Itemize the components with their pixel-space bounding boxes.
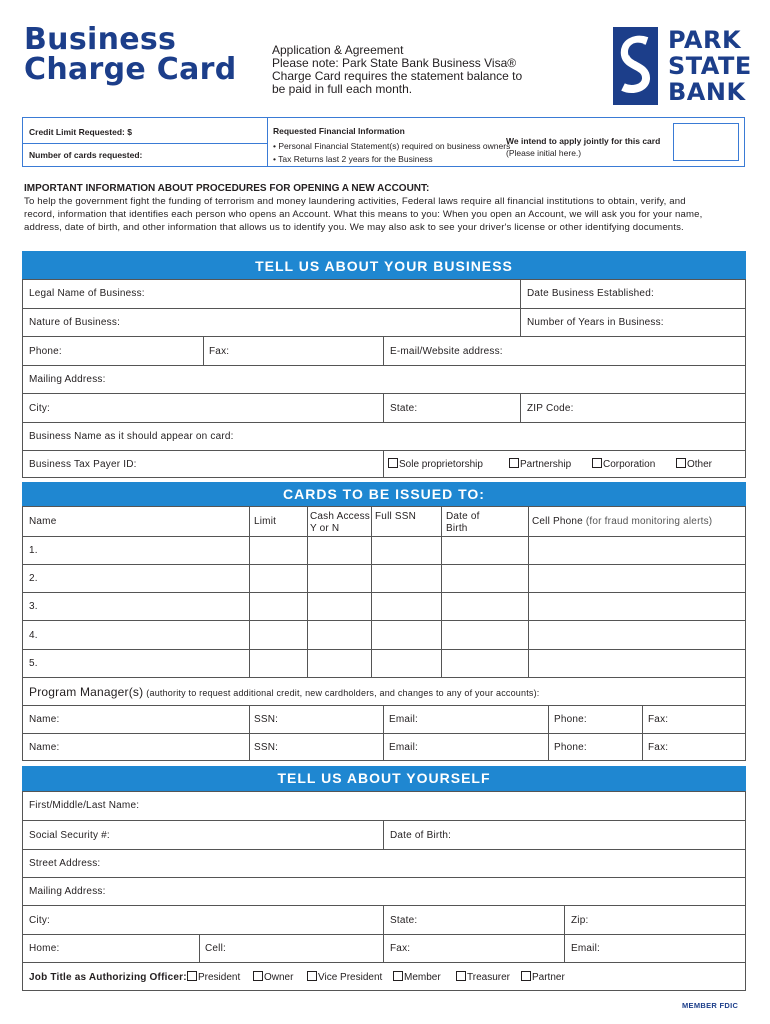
city-field[interactable]: City: — [29, 403, 50, 414]
job-title-label: Job Title as Authorizing Officer: — [29, 972, 187, 983]
pm1-email-field[interactable]: Email: — [389, 714, 418, 725]
checkbox[interactable] — [393, 971, 403, 981]
card-row[interactable] — [23, 564, 745, 592]
option-vice-president[interactable]: Vice President — [307, 971, 382, 983]
checkbox[interactable] — [592, 458, 602, 468]
logo-text-bank: BANK — [668, 78, 746, 106]
form-row — [23, 849, 745, 877]
divider — [564, 935, 565, 962]
option-other[interactable]: Other — [676, 458, 712, 470]
option-partner[interactable]: Partner — [521, 971, 565, 983]
divider — [564, 906, 565, 934]
checkbox[interactable] — [253, 971, 263, 981]
divider — [383, 821, 384, 849]
pm1-fax-field[interactable]: Fax: — [648, 714, 669, 725]
pm1-name-field[interactable]: Name: — [29, 714, 60, 725]
divider — [520, 309, 521, 336]
divider — [199, 935, 200, 962]
ssn-field[interactable]: Social Security #: — [29, 830, 110, 841]
notice-line: record, information that identifies each person who opens an Account. What this means to you: When you open an Account, we will ask you for your name, — [24, 209, 703, 220]
form-row — [23, 705, 745, 733]
pm2-ssn-field[interactable]: SSN: — [254, 742, 279, 753]
checkbox[interactable] — [187, 971, 197, 981]
num-cards-label: Number of cards requested: — [29, 150, 143, 160]
credit-limit-label: Credit Limit Requested: $ — [29, 127, 132, 137]
logo-text-state: STATE — [668, 52, 752, 80]
joint-apply-label: We intend to apply jointly for this card — [506, 136, 661, 146]
form-title-line2: Charge Card — [24, 52, 237, 87]
option-member[interactable]: Member — [393, 971, 441, 983]
cell-phone-field[interactable]: Cell: — [205, 943, 227, 954]
row-number: 1. — [29, 545, 38, 556]
program-manager-row — [23, 677, 745, 705]
divider — [548, 734, 549, 761]
fax-field[interactable]: Fax: — [390, 943, 411, 954]
checkbox[interactable] — [676, 458, 686, 468]
city-field[interactable]: City: — [29, 915, 50, 926]
form-row — [23, 422, 745, 450]
option-sole-proprietorship[interactable]: Sole proprietorship — [388, 458, 483, 470]
form-row — [23, 365, 745, 393]
option-owner[interactable]: Owner — [253, 971, 293, 983]
notice-line: address, date of birth, and other information that allows us to identify you. We may also ask to see your driver's license or other identifying documents. — [24, 222, 684, 233]
checkbox[interactable] — [521, 971, 531, 981]
col-dob: Date of — [446, 511, 480, 522]
card-row[interactable] — [23, 592, 745, 620]
joint-apply-note: (Please initial here.) — [506, 148, 582, 158]
form-row — [23, 877, 745, 905]
divider — [383, 394, 384, 422]
state-field[interactable]: State: — [390, 915, 418, 926]
bank-logo-mark — [613, 27, 658, 105]
logo-text-park: PARK — [668, 26, 742, 54]
row-number: 3. — [29, 601, 38, 612]
section-banner-yourself: TELL US ABOUT YOURSELF — [22, 766, 746, 791]
form-row — [23, 393, 745, 422]
form-row — [23, 905, 745, 934]
col-cell-phone: Cell Phone (for fraud monitoring alerts) — [532, 516, 713, 527]
form-row — [23, 450, 745, 478]
divider — [548, 706, 549, 733]
cards-table — [22, 506, 746, 761]
divider — [642, 734, 643, 761]
checkbox[interactable] — [509, 458, 519, 468]
divider — [383, 337, 384, 365]
divider — [642, 706, 643, 733]
divider — [249, 706, 250, 733]
checkbox[interactable] — [307, 971, 317, 981]
intro-line: Please note: Park State Bank Business Visa® — [272, 56, 517, 70]
intro-heading: Application & Agreement — [272, 43, 404, 57]
mailing-address-field[interactable]: Mailing Address: — [29, 886, 106, 897]
option-partnership[interactable]: Partnership — [509, 458, 571, 470]
pm2-name-field[interactable]: Name: — [29, 742, 60, 753]
row-number: 4. — [29, 630, 38, 641]
tax-id-field[interactable]: Business Tax Payer ID: — [29, 459, 137, 470]
pm2-fax-field[interactable]: Fax: — [648, 742, 669, 753]
form-row — [23, 820, 745, 849]
business-form — [22, 279, 746, 478]
phone-field[interactable]: Phone: — [29, 346, 62, 357]
checkbox[interactable] — [388, 458, 398, 468]
full-name-field[interactable]: First/Middle/Last Name: — [29, 800, 140, 811]
request-box — [22, 117, 745, 167]
divider — [203, 337, 204, 365]
fin-info-item: • Tax Returns last 2 years for the Business — [273, 154, 433, 164]
email-website-field[interactable]: E-mail/Website address: — [390, 346, 503, 357]
mailing-address-field[interactable]: Mailing Address: — [29, 374, 106, 385]
street-address-field[interactable]: Street Address: — [29, 858, 101, 869]
col-limit: Limit — [254, 516, 277, 527]
card-row[interactable] — [23, 536, 745, 564]
divider — [520, 394, 521, 422]
col-full-ssn: Full SSN — [375, 511, 417, 522]
divider — [267, 118, 268, 166]
initial-field[interactable] — [673, 123, 739, 161]
personal-form — [22, 791, 746, 991]
section-banner-cards: CARDS TO BE ISSUED TO: — [22, 482, 746, 506]
divider — [383, 906, 384, 934]
intro-line: be paid in full each month. — [272, 82, 413, 96]
notice-line: To help the government fight the funding of terrorism and money laundering activities, Federal laws require all financial institutions to obtain, verify, and — [24, 196, 686, 207]
col-name: Name — [29, 516, 57, 527]
pm1-phone-field[interactable]: Phone: — [554, 714, 587, 725]
divider — [383, 734, 384, 761]
member-fdic: MEMBER FDIC — [682, 1001, 739, 1010]
option-treasurer[interactable]: Treasurer — [456, 971, 510, 983]
section-banner-business: TELL US ABOUT YOUR BUSINESS — [22, 251, 746, 279]
notice-heading: IMPORTANT INFORMATION ABOUT PROCEDURES FOR OPENING A NEW ACCOUNT: — [24, 183, 430, 194]
option-corporation[interactable]: Corporation — [592, 458, 655, 470]
row-number: 5. — [29, 658, 38, 669]
form-row — [23, 733, 745, 761]
zip-field[interactable]: Zip: — [571, 915, 589, 926]
program-manager-label: Program Manager(s) (authority to request additional credit, new cardholders, and changes to any of your accounts): — [29, 685, 540, 699]
nature-of-business-field[interactable]: Nature of Business: — [29, 317, 121, 328]
divider — [383, 451, 384, 478]
col-cash-yn: Y or N — [310, 523, 340, 534]
years-in-business-field[interactable]: Number of Years in Business: — [527, 317, 664, 328]
home-phone-field[interactable]: Home: — [29, 943, 60, 954]
card-row[interactable] — [23, 649, 745, 677]
form-row — [23, 308, 745, 336]
fin-info-title: Requested Financial Information — [273, 126, 405, 136]
legal-name-field[interactable]: Legal Name of Business: — [29, 288, 145, 299]
card-row[interactable] — [23, 620, 745, 649]
date-established-field[interactable]: Date Business Established: — [527, 288, 654, 299]
fax-field[interactable]: Fax: — [209, 346, 230, 357]
row-number: 2. — [29, 573, 38, 584]
form-row — [23, 336, 745, 365]
logo-s-icon — [613, 27, 658, 105]
form-title-line1: Business — [24, 22, 177, 57]
divider — [23, 143, 267, 144]
divider — [520, 280, 521, 308]
divider — [383, 706, 384, 733]
intro-line: Charge Card requires the statement balance to — [272, 69, 523, 83]
option-president[interactable]: President — [187, 971, 240, 983]
divider — [383, 935, 384, 962]
divider — [249, 734, 250, 761]
pm2-phone-field[interactable]: Phone: — [554, 742, 587, 753]
state-field[interactable]: State: — [390, 403, 418, 414]
date-of-birth-field[interactable]: Date of Birth: — [390, 830, 452, 841]
zip-field[interactable]: ZIP Code: — [527, 403, 574, 414]
form-row — [23, 934, 745, 962]
col-cash-access: Cash Access — [310, 511, 371, 522]
email-field[interactable]: Email: — [571, 943, 600, 954]
pm1-ssn-field[interactable]: SSN: — [254, 714, 279, 725]
checkbox[interactable] — [456, 971, 466, 981]
pm2-email-field[interactable]: Email: — [389, 742, 418, 753]
form-row — [23, 962, 745, 991]
card-name-field[interactable]: Business Name as it should appear on card: — [29, 431, 234, 442]
fin-info-item: • Personal Financial Statement(s) required on business owners — [273, 141, 511, 151]
col-dob-2: Birth — [446, 523, 468, 534]
